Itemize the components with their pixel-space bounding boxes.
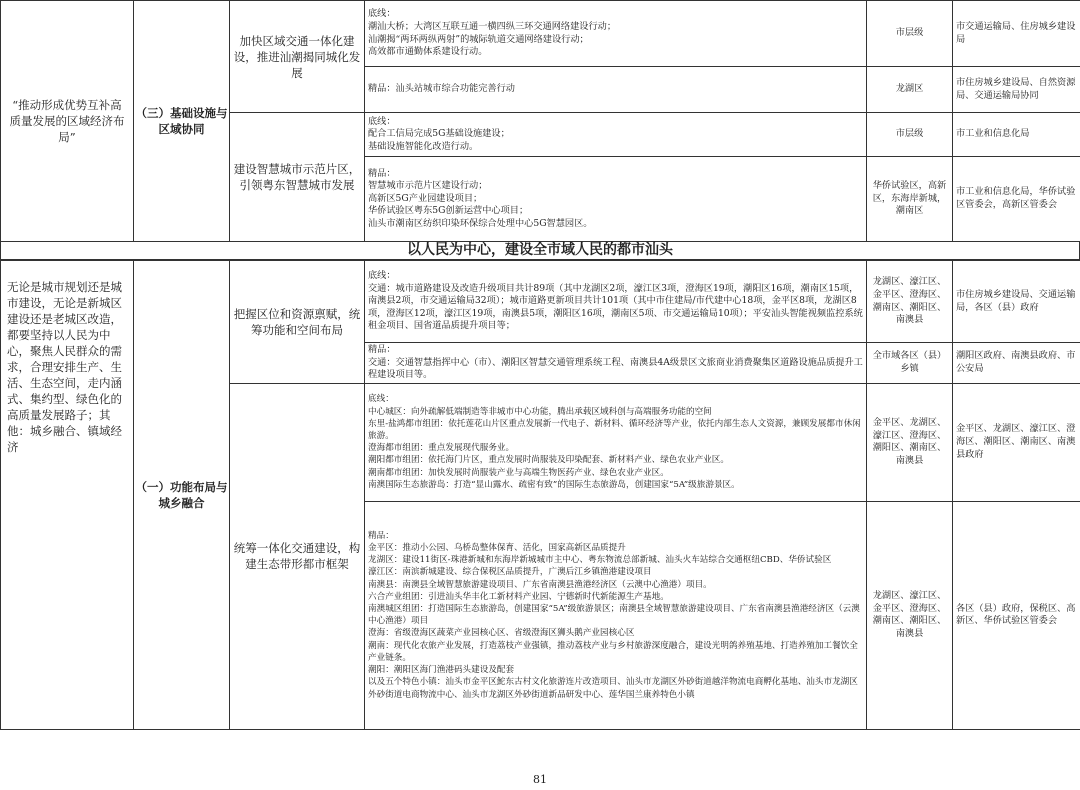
content-line: 濠江区：南滨新城建设、综合保税区品质提升，广澳后江乡镇渔港建设项目 — [368, 567, 652, 578]
content-line: 精品： — [368, 167, 396, 179]
content-cell — [365, 501, 867, 729]
department-text: 市交通运输局、住房城乡建设局 — [956, 20, 1076, 45]
content-line: 底线： — [368, 394, 394, 405]
content-line: 澄海：省级澄海区蔬菜产业园核心区、省级澄海区狮头鹅产业园核心区 — [368, 628, 635, 639]
department-text: 金平区、龙湖区、濠江区、澄海区、潮阳区、潮南区、南澳县政府 — [956, 423, 1076, 460]
content-line: 配合工信局完成5G基础设施建设； — [368, 128, 510, 140]
task-text: 建设智慧城市示范片区，引领粤东智慧城市发展 — [233, 162, 361, 192]
level-cell — [867, 501, 953, 729]
content-line: 东里-盐鸿都市组团：依托莲花山片区重点发展新一代电子、新材料、循环经济等产业，依托内部生态人文资源，兼顾发展都市休闲旅游。 — [368, 418, 861, 442]
task-text: 加快区域交通一体化建设，推进汕潮揭同城化发展 — [233, 33, 361, 80]
content-line: 智慧城市示范片区建设行动； — [368, 180, 488, 192]
content-cell — [365, 261, 867, 343]
content-line: 澄海都市组团：重点发展现代服务业。 — [368, 443, 515, 454]
content-cell — [365, 1, 867, 67]
content-line: 华侨试验区粤东5G创新运营中心项目； — [368, 205, 529, 217]
level-cell — [867, 343, 953, 384]
subcategory-cell — [134, 261, 230, 730]
content-line: 精品：汕头站城市综合功能完善行动 — [368, 83, 515, 95]
section-band-title — [0, 241, 1080, 260]
content-cell — [365, 67, 867, 113]
category-text: “推动形成优势互补高质量发展的区域经济布局” — [9, 98, 125, 144]
task-cell — [230, 261, 365, 384]
level-text: 龙湖区 — [895, 83, 924, 95]
task-text: 把握区位和资源禀赋，统筹功能和空间布局 — [233, 306, 361, 337]
content-line: 南澳国际生态旅游岛：打造“显山露水、疏密有致”的国际生态旅游岛，创建国家“5A”级旅游景区。 — [368, 479, 740, 490]
department-text: 市工业和信息化局 — [956, 128, 1030, 140]
level-text: 金平区、龙湖区、濠江区、澄海区、潮阳区、潮南区、南澳县 — [872, 417, 947, 466]
department-text: 市住房城乡建设局、自然资源局、交通运输局协同 — [956, 76, 1076, 101]
subcategory-text: （一）功能布局与城乡融合 — [135, 479, 228, 510]
content-line: 潮南：现代化农旅产业发展，打造荔枝产业强镇，推动荔枝产业与乡村旅游深度融合，建设光明鸽养殖基地、打造养殖加工餐饮全产业链条。 — [368, 640, 858, 663]
content-line: 高效都市通勤体系建设行动。 — [368, 46, 488, 58]
department-cell — [953, 1, 1080, 67]
level-cell — [867, 157, 953, 242]
task-text: 统筹一体化交通建设，构建生态带形都市框架 — [233, 541, 361, 572]
level-text: 全市域各区（县）乡镇 — [872, 350, 947, 374]
content-line: 潮汕大桥；大湾区互联互通一横四纵三环交通网络建设行动； — [368, 20, 617, 32]
content-line: 龙湖区：建设11街区-珠港新城和东海岸新城城市主中心、粤东物流总部新城、汕头火车站综合交通枢纽CBD、华侨试验区 — [368, 555, 832, 566]
content-line: 南澳县：南澳县全域智慧旅游建设项目、广东省南澳县渔港经济区（云澳中心渔港）项目。 — [368, 579, 712, 590]
content-cell — [365, 113, 867, 157]
content-cell — [365, 343, 867, 384]
section2-table — [0, 260, 1080, 730]
content-line: 底线： — [368, 115, 396, 127]
department-cell — [953, 383, 1080, 501]
level-cell — [867, 1, 953, 67]
level-cell — [867, 113, 953, 157]
content-line: 以及五个特色小镇：汕头市金平区鮀东古村文化旅游连片改造项目、汕头市龙湖区外砂街道越洋物流电商孵化基地、汕头市龙湖区外砂街道电商物流中心、汕头市龙湖区外砂街道新品研发中心、莲华国兰康养特色小镇 — [368, 677, 858, 700]
task-cell — [230, 1, 365, 113]
content-line: 基础设施智能化改造行动。 — [368, 140, 479, 152]
department-cell — [953, 67, 1080, 113]
content-line: 底线： — [368, 270, 396, 282]
content-line: 南澳城区组团：打造国际生态旅游岛，创建国家“5A”级旅游景区；南澳县全域智慧旅游建设项目、广东省南澳县渔港经济区（云澳中心渔港）项目 — [368, 604, 860, 627]
category-cell — [1, 1, 134, 242]
band-title-text: 以人民为中心，建设全市域人民的都市汕头 — [407, 242, 673, 258]
department-cell — [953, 343, 1080, 384]
subcategory-text: （三）基础设施与区域协同 — [135, 106, 228, 136]
content-line: 汕头市潮南区纺织印染环保综合处理中心5G智慧园区。 — [368, 217, 593, 229]
department-cell — [953, 113, 1080, 157]
content-line: 精品： — [368, 344, 396, 355]
content-line: 高新区5G产业园建设项目； — [368, 192, 483, 204]
level-cell — [867, 261, 953, 343]
content-line: 潮南都市组团：加快发展时尚服装产业与高端生物医药产业、绿色农业产业区。 — [368, 467, 669, 478]
category-text: 无论是城市规划还是城市建设，无论是新城区建设还是老城区改造，都要坚持以人民为中心，聚焦人民群众的需求，合理安排生产、生活、生态空间，走内涵式、集约型、绿色化的高质量发展路子；其他：城乡融合、镇域经济 — [7, 280, 122, 454]
level-cell — [867, 383, 953, 501]
content-line: 交通：城市道路建设及改造升级项目共计89项（其中龙湖区2项，濠江区3项，澄海区19项，潮阳区16项，潮南区15项，南澳县2项，市交通运输局32项）；城市道路更新项目共计101项（其中市住建局/市代建中心18项，金平区8项，龙湖区8项，澄海区12项，濠江区19项，南澳县5项，潮阳区16项，潮南区5项、市交通运输局10项）；平安汕头智能视频监控系统租金项目、国省道品质提升项目等； — [368, 282, 863, 332]
content-line: 潮阳都市组团：依托海门片区，重点发展时尚服装及印染配套、新材料产业、绿色农业产业区。 — [368, 455, 729, 466]
content-line: 中心城区：向外疏解低端制造等非城市中心功能，腾出承载区域科创与高端服务功能的空间 — [368, 406, 712, 417]
level-text: 市层级 — [895, 128, 924, 140]
department-text: 潮阳区政府、南澳县政府、市公安局 — [956, 350, 1076, 374]
task-cell — [230, 113, 365, 242]
department-cell — [953, 261, 1080, 343]
level-text: 龙湖区、濠江区、金平区、澄海区、潮南区、潮阳区、南澳县 — [872, 276, 947, 326]
content-line: 交通：交通智慧指挥中心（市）、潮阳区智慧交通管理系统工程、南澳县4A级景区文旅商业消费聚集区道路设施品质提升工程建设项目等。 — [368, 356, 863, 381]
content-line: 精品： — [368, 530, 394, 541]
level-cell — [867, 67, 953, 113]
task-cell — [230, 383, 365, 729]
department-text: 各区（县）政府，保税区、高新区、华侨试验区管委会 — [956, 602, 1076, 627]
content-line: 底线： — [368, 8, 396, 20]
department-text: 市工业和信息化局，华侨试验区管委会，高新区管委会 — [956, 186, 1076, 210]
content-line: 潮阳：潮阳区海门渔港码头建设及配套 — [368, 665, 515, 676]
content-line: 汕潮揭“两环两纵两射”的城际轨道交通网络建设行动； — [368, 33, 589, 45]
page-number: 81 — [533, 773, 547, 786]
department-cell — [953, 157, 1080, 242]
content-cell — [365, 383, 867, 501]
level-text: 华侨试验区，高新区，东海岸新城，潮南区 — [872, 180, 947, 217]
level-text: 龙湖区、濠江区、金平区、澄海区、潮南区、潮阳区、南澳县 — [872, 590, 947, 639]
subcategory-cell — [134, 1, 230, 242]
department-text: 市住房城乡建设局、交通运输局，各区（县）政府 — [956, 288, 1076, 313]
category-cell — [1, 261, 134, 730]
content-line: 六合产业组团：引进汕头华丰化工新材料产业园、宁德新时代新能源生产基地。 — [368, 591, 669, 602]
department-cell — [953, 501, 1080, 729]
section1-table — [0, 0, 1080, 242]
content-line: 金平区：推动小公园、乌桥岛整体保育、活化，国家高新区品质提升 — [368, 543, 626, 554]
level-text: 市层级 — [895, 27, 924, 39]
content-cell — [365, 157, 867, 242]
